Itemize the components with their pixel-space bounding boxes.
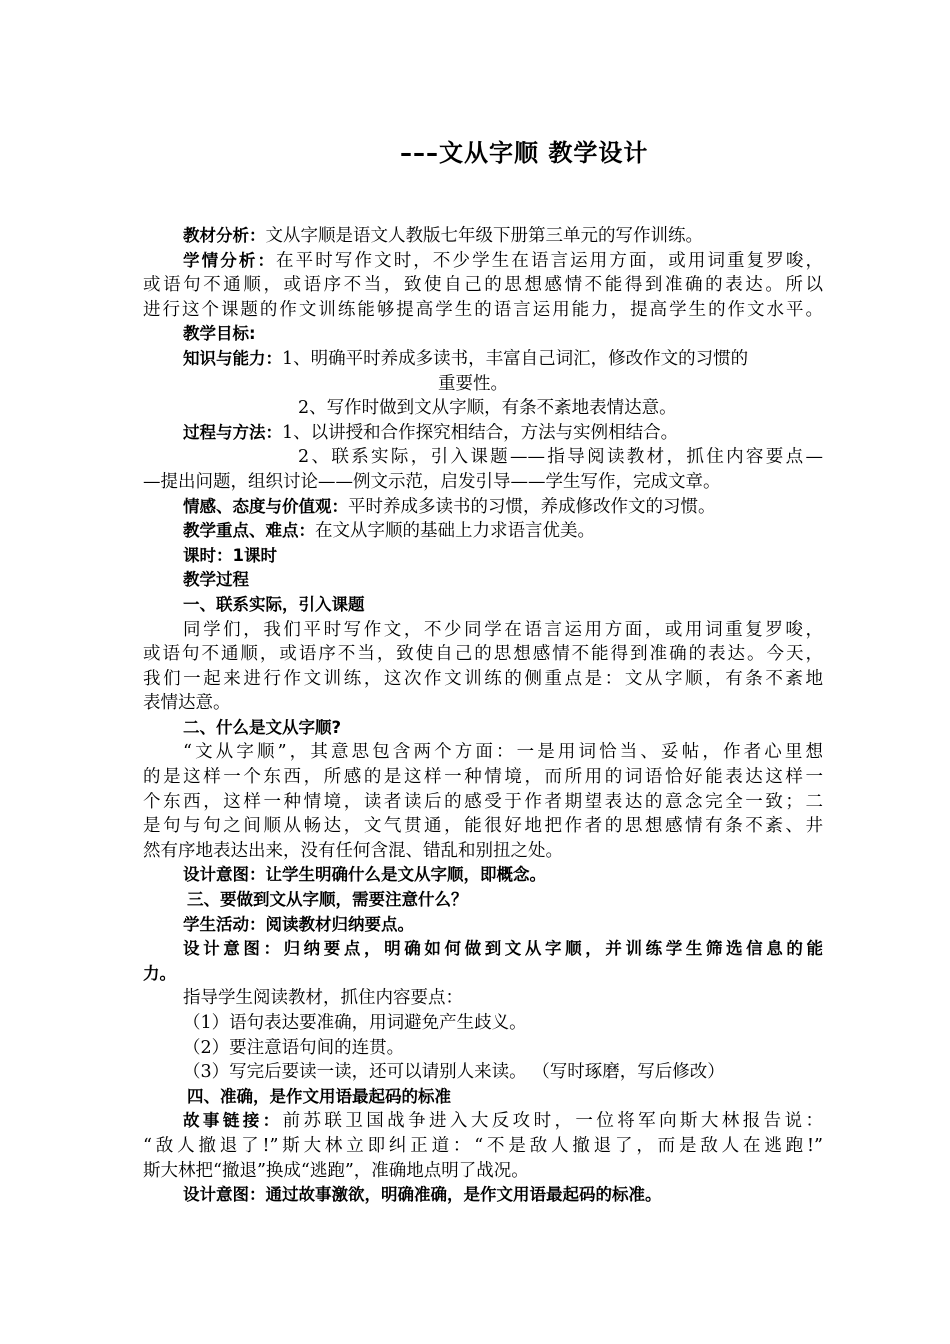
knowledge-line-1: 知识与能力：1、明确平时养成多读书，丰富自己词汇，修改作文的习惯的	[183, 348, 749, 369]
document-body	[143, 224, 823, 1208]
page-title: –––文从字顺 教学设计	[400, 139, 649, 167]
sec2-heading: 二、什么是文从字顺?	[183, 717, 342, 737]
hours-line: 课时：1课时	[183, 545, 277, 565]
sec1-line-2: 或语句不通顺，或语序不当，致使自己的思想感情不能得到准确的表达。今天，	[143, 644, 823, 665]
sec2-intent: 设计意图：让学生明确什么是文从字顺，即概念。	[183, 865, 546, 885]
student-line-3: 进行这个课题的作文训练能够提高学生的语言运用能力，提高学生的作文水平。	[143, 299, 823, 320]
emotion-label: 情感、态度与价值观：	[183, 496, 348, 516]
sec3-activity: 学生活动：阅读教材归纳要点。	[183, 914, 414, 934]
analysis-label: 教材分析：	[183, 226, 266, 245]
knowledge-label: 知识与能力：	[183, 348, 282, 368]
process-title: 教学过程	[183, 570, 249, 590]
sec2-line-2: 的是这样一个东西，所感的是这样一种情境，而所用的词语恰好能表达这样一	[143, 767, 823, 788]
student-label: 学情分析：	[183, 250, 277, 270]
key-label: 教学重点、难点：	[183, 521, 315, 541]
sec4-intent: 设计意图：通过故事激欲，明确准确，是作文用语最起码的标准。	[183, 1185, 662, 1205]
sec4-story-2: “敌人撤退了!”斯大林立即纠正道：“不是敌人撤退了，而是敌人在逃跑!”	[143, 1135, 823, 1156]
sec2-line-5: 然有序地表达出来，没有任何含混、错乱和别扭之处。	[143, 840, 563, 861]
sec2-line-3: 个东西，这样一种情境，读者读后的感受于作者期望表达的意念完全一致；二	[143, 791, 823, 812]
sec3-point-1: （1）语句表达要准确，用词避免产生歧义。	[183, 1013, 527, 1033]
sec4-story-1: 故事链接：前苏联卫国战争进入大反攻时，一位将军向斯大林报告说：	[183, 1111, 823, 1132]
sec3-guide: 指导学生阅读教材，抓住内容要点：	[183, 988, 463, 1009]
goals-label: 教学目标:	[183, 324, 256, 344]
emotion-line: 情感、态度与价值观：平时养成多读书的习惯，养成修改作文的习惯。	[183, 496, 716, 517]
process-label: 过程与方法：	[183, 422, 282, 442]
analysis-line	[143, 224, 823, 249]
process-line-2: 2、联系实际，引入课题——指导阅读教材，抓住内容要点—	[298, 447, 823, 468]
process-line-3: —提出问题，组织讨论——例文示范，启发引导——学生写作，完成文章。	[143, 471, 721, 492]
story-label: 故事链接：	[183, 1111, 283, 1131]
process-line-1: 过程与方法：1、以讲授和合作探究相结合，方法与实例相结合。	[183, 422, 679, 443]
knowledge-line-2: 2、写作时做到文从字顺，有条不紊地表情达意。	[298, 398, 677, 419]
key-line: 教学重点、难点：在文从字顺的基础上力求语言优美。	[183, 521, 595, 542]
sec1-line-1: 同学们，我们平时写作文，不少同学在语言运用方面，或用词重复罗唆，	[183, 619, 823, 640]
sec1-line-3: 我们一起来进行作文训练，这次作文训练的侧重点是：文从字顺，有条不紊地	[143, 668, 823, 689]
knowledge-line-1b: 重要性。	[438, 373, 508, 394]
student-line-2: 或语句不通顺，或语序不当，致使自己的思想感情不能得到准确的表达。所以	[143, 275, 823, 296]
analysis-text: 文从字顺是语文人教版七年级下册第三单元的写作训练。	[265, 226, 703, 246]
sec3-point-3: （3）写完后要读一读，还可以请别人来读。 （写时琢磨，写后修改）	[183, 1062, 725, 1083]
sec3-heading: 三、要做到文从字顺，需要注意什么？	[187, 890, 468, 910]
sec2-line-4: 是句与句之间顺从畅达，文气贯通，能很好地把作者的思想感情有条不紊、井	[143, 816, 823, 837]
sec4-heading: 四、准确，是作文用语最起码的标准	[187, 1086, 451, 1106]
sec4-story-3: 斯大林把“撤退”换成“逃跑”，准确地点明了战况。	[143, 1160, 529, 1181]
sec3-intent-2: 力。	[143, 963, 176, 983]
sec3-point-2: （2）要注意语句间的连贯。	[183, 1037, 405, 1058]
sec3-intent-1: 设计意图：归纳要点，明确如何做到文从字顺，并训练学生筛选信息的能	[183, 939, 823, 959]
sec1-heading: 一、联系实际，引入课题	[183, 594, 365, 614]
student-line-1: 学情分析：在平时写作文时，不少学生在语言运用方面，或用词重复罗唆，	[183, 250, 823, 271]
sec2-line-1: “文从字顺”，其意思包含两个方面：一是用词恰当、妥帖，作者心里想	[183, 742, 823, 763]
sec1-line-4: 表情达意。	[143, 693, 231, 714]
